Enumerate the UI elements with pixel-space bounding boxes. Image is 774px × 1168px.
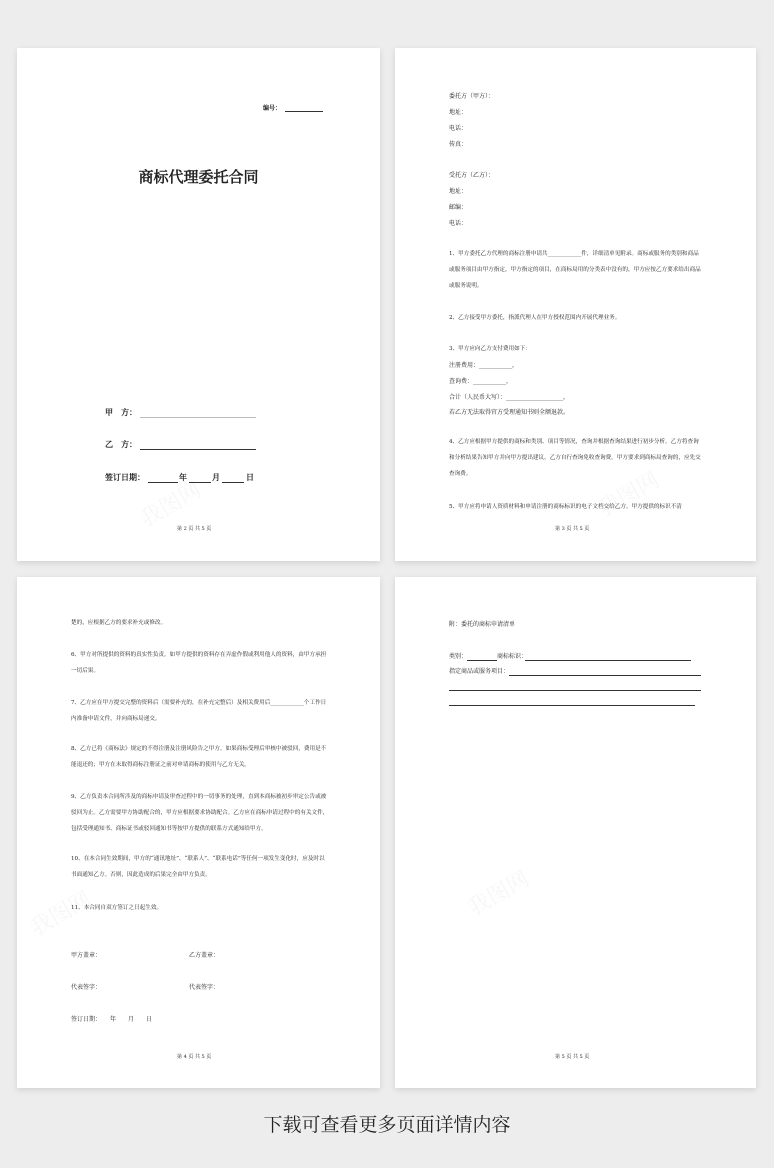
watermark — [24, 883, 97, 943]
page-2 — [17, 48, 380, 561]
fee-note: 若乙方无法取得官方受理通知书则全额退款。 — [449, 409, 570, 416]
month-label: 月 — [212, 473, 220, 482]
page-3 — [395, 48, 756, 561]
sign-date-label: 签订日期： — [105, 473, 145, 482]
mark-label: 商标标识： — [497, 653, 528, 660]
page-footer: 第 2 页 共 5 页 — [177, 526, 212, 532]
fee-total: 合计（人民币大写）：___________________， — [449, 394, 570, 401]
clause-5: 5、甲方应将申请人资质材料和申请注册的商标标识的电子文档交给乙方。甲方提供的标识不清 — [449, 504, 682, 510]
party-b-line — [140, 449, 256, 450]
download-caption: 下载可查看更多页面详情内容 — [263, 1114, 511, 1136]
blank-line — [449, 705, 695, 706]
postcode-label: 邮编： — [449, 204, 468, 211]
day-line — [222, 482, 244, 483]
clause-7: 7、乙方应在甲方提交完整的资料后（需要补充的，在补充完整后）及相关费用后____________个工作日内准备申请文件，并向商标局递交。 — [71, 700, 327, 722]
year-label: 年 — [179, 473, 187, 482]
phone-label: 电话： — [449, 220, 468, 227]
watermark — [462, 863, 535, 923]
clause-2: 2、乙方接受甲方委托，指派代理人在甲方授权范围内开展代理业务。 — [449, 315, 621, 321]
party-b-label: 乙 方： — [105, 440, 137, 449]
clause-10: 10、在本合同生效期间，甲方的“通讯地址”、“联系人”、“联系电话”等任何一项发生变化时，应及时以书面通知乙方。否则，因此造成的后果完全由甲方负责。 — [71, 856, 325, 878]
page-footer: 第 3 页 共 5 页 — [555, 526, 590, 532]
blank-line — [449, 690, 701, 691]
clause-11: 11、本合同自双方签订之日起生效。 — [71, 905, 163, 911]
clause-3-title: 3、甲方应向乙方支付费用如下： — [449, 346, 531, 352]
goods-line — [509, 675, 701, 676]
page-footer: 第 4 页 共 5 页 — [177, 1054, 212, 1060]
address-label: 地址： — [449, 109, 468, 116]
fax-label: 传真： — [449, 141, 468, 148]
rep-b-label: 代表签字： — [189, 984, 220, 991]
clause-9: 9、乙方负责本合同所涉及的商标申请及审查过程中的一切事务的处理，直到本商标被初步审定公告或被驳回为止。乙方需要甲方协助配合的，甲方应根据要求协助配合。乙方应在商标申请过程中的有关文件，包括受理通知书、商标证书或驳回通知书等按甲方提供的联系方式通知给甲方。 — [71, 794, 329, 832]
fee-registration: 注册费用：___________， — [449, 362, 519, 369]
continued-text: 楚的，应根据乙方的要求补充或修改。 — [71, 620, 167, 626]
agent-label: 受托方（乙方）： — [449, 172, 495, 179]
seal-a-label: 甲方盖章： — [71, 952, 102, 959]
clause-6: 6、甲方对所提供的资料的真实性负责。如甲方提供的资料存在弄虚作假或利用他人的资料，由甲方承担一切后果。 — [71, 652, 327, 674]
clause-1: 1、甲方委托乙方代理的商标注册申请共____________件，详细清单见附录。商标或服务的类别和商品或服务项目由甲方指定，甲方指定的项目，在商标局用的分类表中没有的，甲方应按乙方要求给出商品或服务说明。 — [449, 251, 701, 289]
seal-b-label: 乙方盖章： — [189, 952, 220, 959]
contract-number-label: 编号： — [263, 105, 282, 112]
goods-label: 指定商品或服务项目： — [449, 668, 510, 675]
party-a-label: 甲 方： — [105, 408, 137, 417]
rep-a-label: 代表签字： — [71, 984, 102, 991]
clause-8: 8、乙方已将《商标法》规定的不得注册及注册风险告之甲方。如果商标受理后审核中被驳回，费用是不能退还的；甲方在未取得商标注册证之前对申请商标的使用与乙方无关。 — [71, 746, 327, 768]
appendix-heading: 附：委托的商标申请清单 — [449, 621, 516, 628]
client-label: 委托方（甲方）： — [449, 93, 495, 100]
sign-date: 签订日期： 年 月 日 — [71, 1016, 153, 1023]
party-a-line — [140, 417, 256, 418]
category-label: 类别： — [449, 653, 468, 660]
mark-line — [525, 660, 691, 661]
fee-search: 查询费：___________， — [449, 378, 513, 385]
contract-number-line — [285, 111, 323, 112]
phone-label: 电话： — [449, 125, 468, 132]
page-4 — [17, 577, 380, 1088]
clause-4: 4、乙方应根据甲方提供的商标和类别、项目等情况，查询并根据查询结果进行初步分析。乙方将查询和分析结果告知甲方并向甲方提出建议。乙方自行查询免收查询费。甲方要求到商标局查询的，应先交查询费。 — [449, 439, 701, 477]
page-5 — [395, 577, 756, 1088]
document-title: 商标代理委托合同 — [138, 168, 259, 186]
category-line — [467, 660, 497, 661]
address-label: 地址： — [449, 188, 468, 195]
day-label: 日 — [246, 473, 254, 482]
page-footer: 第 5 页 共 5 页 — [555, 1054, 590, 1060]
